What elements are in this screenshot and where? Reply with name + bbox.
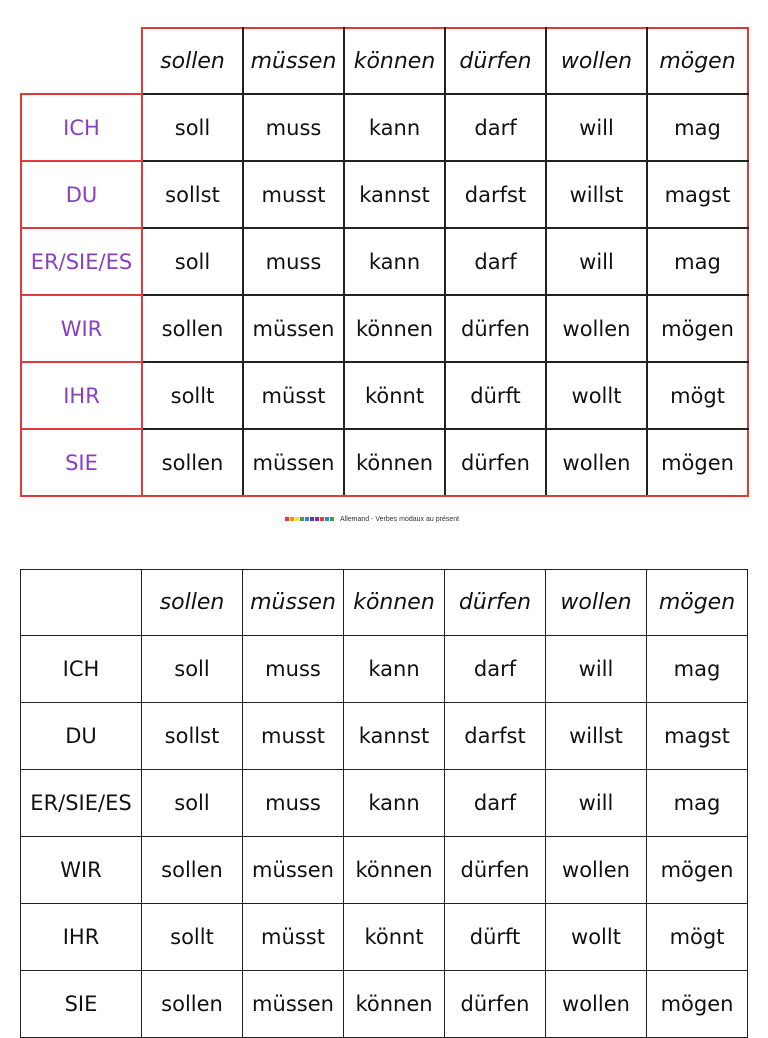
verb-form-cell: müsst (243, 362, 344, 429)
verb-form-cell: mag (647, 94, 748, 161)
verb-form-cell: will (546, 94, 647, 161)
verb-form-cell: darf (445, 94, 546, 161)
verb-header: mögen (647, 570, 748, 636)
verb-form-cell: will (546, 228, 647, 295)
verb-form-cell: dürfen (445, 429, 546, 496)
verb-form-cell: dürft (445, 362, 546, 429)
rainbow-logo-icon (285, 517, 334, 521)
pronoun-cell: WIR (21, 295, 142, 362)
table-row (21, 429, 748, 496)
verb-form-cell: kann (344, 636, 445, 703)
verb-form-cell: magst (647, 703, 748, 770)
verb-form-cell: wollt (546, 362, 647, 429)
table-row (21, 636, 748, 703)
pronoun-cell: ER/SIE/ES (21, 228, 142, 295)
verb-form-cell: soll (142, 228, 243, 295)
verb-form-cell: magst (647, 161, 748, 228)
verb-form-cell: muss (243, 228, 344, 295)
conjugation-table-colored (20, 27, 749, 497)
footer-caption: Allemand - Verbes modaux au présent (340, 515, 460, 523)
verb-form-cell: darf (445, 636, 546, 703)
verb-form-cell: soll (142, 636, 243, 703)
verb-form-cell: können (344, 971, 445, 1038)
verb-form-cell: müssen (243, 971, 344, 1038)
verb-header: müssen (243, 28, 344, 94)
verb-form-cell: sollst (142, 703, 243, 770)
verb-form-cell: mag (647, 770, 748, 837)
verb-form-cell: mag (647, 636, 748, 703)
conjugation-table-plain (20, 569, 748, 1038)
verb-form-cell: kann (344, 770, 445, 837)
verb-form-cell: darf (445, 228, 546, 295)
verb-form-cell: soll (142, 770, 243, 837)
verb-header: wollen (546, 28, 647, 94)
logo-swatch (295, 517, 299, 521)
verb-form-cell: darfst (445, 161, 546, 228)
verb-form-cell: muss (243, 94, 344, 161)
table-row (21, 837, 748, 904)
pronoun-cell: ICH (21, 94, 142, 161)
verb-form-cell: dürfen (445, 837, 546, 904)
table-row (21, 971, 748, 1038)
pronoun-cell: IHR (21, 904, 142, 971)
verb-form-cell: sollt (142, 362, 243, 429)
verb-form-cell: sollt (142, 904, 243, 971)
verb-form-cell: müssen (243, 429, 344, 496)
corner-cell (21, 28, 142, 94)
verb-form-cell: sollst (142, 161, 243, 228)
logo-swatch (305, 517, 309, 521)
verb-form-cell: darf (445, 770, 546, 837)
verb-form-cell: darfst (445, 703, 546, 770)
pronoun-cell: ER/SIE/ES (21, 770, 142, 837)
page-footer (285, 513, 459, 525)
logo-swatch (320, 517, 324, 521)
verb-header: können (344, 570, 445, 636)
verb-form-cell: will (546, 636, 647, 703)
verb-form-cell: kann (344, 94, 445, 161)
verb-form-cell: musst (243, 703, 344, 770)
verb-form-cell: muss (243, 770, 344, 837)
pronoun-cell: IHR (21, 362, 142, 429)
verb-header: können (344, 28, 445, 94)
verb-form-cell: könnt (344, 362, 445, 429)
verb-form-cell: dürfen (445, 971, 546, 1038)
verb-form-cell: können (344, 429, 445, 496)
verb-header: wollen (546, 570, 647, 636)
logo-swatch (310, 517, 314, 521)
verb-form-cell: kann (344, 228, 445, 295)
verb-form-cell: mögen (647, 971, 748, 1038)
logo-swatch (325, 517, 329, 521)
table-row (21, 94, 748, 161)
table-row (21, 228, 748, 295)
verb-form-cell: willst (546, 161, 647, 228)
verb-form-cell: mag (647, 228, 748, 295)
verb-form-cell: sollen (142, 429, 243, 496)
verb-form-cell: können (344, 837, 445, 904)
table-row (21, 161, 748, 228)
verb-form-cell: wollen (546, 429, 647, 496)
verb-form-cell: sollen (142, 971, 243, 1038)
verb-form-cell: kannst (344, 161, 445, 228)
logo-swatch (330, 517, 334, 521)
logo-swatch (285, 517, 289, 521)
verb-form-cell: wollen (546, 295, 647, 362)
verb-header: sollen (142, 28, 243, 94)
verb-form-cell: mögt (647, 904, 748, 971)
verb-header: mögen (647, 28, 748, 94)
verb-form-cell: kannst (344, 703, 445, 770)
verb-form-cell: soll (142, 94, 243, 161)
verb-form-cell: müsst (243, 904, 344, 971)
logo-swatch (290, 517, 294, 521)
verb-form-cell: dürfen (445, 295, 546, 362)
verb-form-cell: mögen (647, 429, 748, 496)
verb-form-cell: sollen (142, 295, 243, 362)
table-row (21, 295, 748, 362)
table-row (21, 362, 748, 429)
pronoun-cell: SIE (21, 429, 142, 496)
logo-swatch (315, 517, 319, 521)
pronoun-cell: DU (21, 703, 142, 770)
verb-form-cell: wollen (546, 837, 647, 904)
verb-form-cell: müssen (243, 295, 344, 362)
table-row (21, 770, 748, 837)
corner-cell (21, 570, 142, 636)
pronoun-cell: ICH (21, 636, 142, 703)
verb-form-cell: mögen (647, 295, 748, 362)
verb-form-cell: mögt (647, 362, 748, 429)
table-row (21, 703, 748, 770)
verb-header: sollen (142, 570, 243, 636)
verb-form-cell: mögen (647, 837, 748, 904)
verb-form-cell: willst (546, 703, 647, 770)
verb-form-cell: sollen (142, 837, 243, 904)
logo-swatch (300, 517, 304, 521)
verb-form-cell: können (344, 295, 445, 362)
header-row (21, 28, 748, 94)
verb-form-cell: wollt (546, 904, 647, 971)
verb-form-cell: müssen (243, 837, 344, 904)
verb-header: müssen (243, 570, 344, 636)
verb-form-cell: will (546, 770, 647, 837)
table-row (21, 904, 748, 971)
verb-header: dürfen (445, 28, 546, 94)
verb-header: dürfen (445, 570, 546, 636)
pronoun-cell: SIE (21, 971, 142, 1038)
verb-form-cell: könnt (344, 904, 445, 971)
pronoun-cell: WIR (21, 837, 142, 904)
verb-form-cell: musst (243, 161, 344, 228)
pronoun-cell: DU (21, 161, 142, 228)
verb-form-cell: muss (243, 636, 344, 703)
verb-form-cell: dürft (445, 904, 546, 971)
header-row (21, 570, 748, 636)
verb-form-cell: wollen (546, 971, 647, 1038)
